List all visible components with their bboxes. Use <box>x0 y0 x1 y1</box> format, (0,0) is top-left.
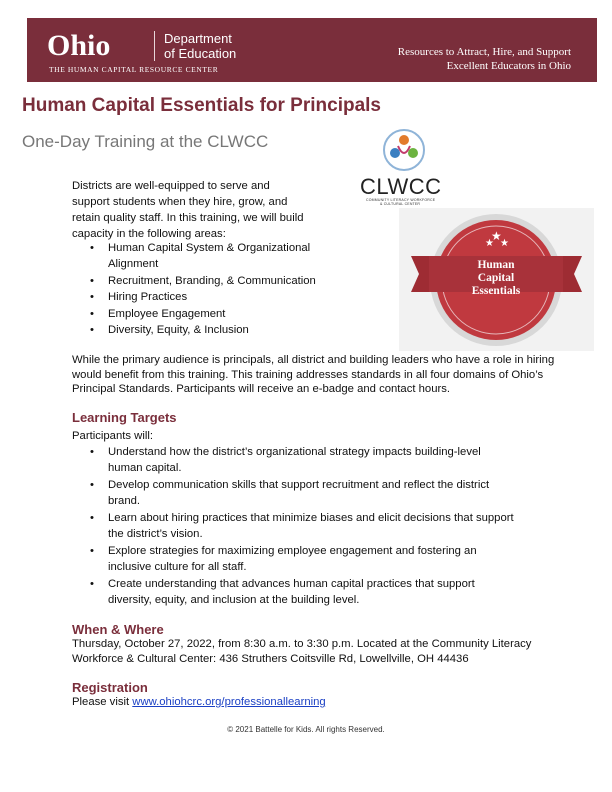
badge-line-2: Capital <box>477 272 515 284</box>
target-1-line-2: human capital. <box>108 462 182 475</box>
dept-line-1: Department <box>164 31 232 46</box>
audience-line-1: While the primary audience is principals, all district and building leaders who have a role in hiring <box>72 354 555 366</box>
target-2-line-2: brand. <box>108 495 141 508</box>
area-4: Employee Engagement <box>108 307 226 320</box>
list-item <box>90 240 360 272</box>
star-icon-right: ★ <box>500 238 509 249</box>
audience-line-2: would benefit from this training. This training addresses standards in all four domains of Ohio’s <box>72 368 544 381</box>
area-1-line-1: Human Capital System & Organizational <box>108 242 311 254</box>
when-where-text <box>72 637 592 666</box>
registration-link[interactable]: www.ohiohcrc.org/professionallearning <box>132 696 326 708</box>
header-divider <box>154 31 155 61</box>
clwcc-fine-1: COMMUNITY LITERACY WORKFORCE <box>366 198 436 202</box>
star-icon: ★ <box>485 238 494 249</box>
header-tagline-1: Resources to Attract, Hire, and Support <box>397 46 571 58</box>
list-item <box>90 273 360 289</box>
target-2-line-1: Develop communication skills that support recruitment and reflect the district <box>108 478 490 491</box>
page-title: Human Capital Essentials for Principals <box>22 95 381 116</box>
when-where-heading: When & Where <box>72 622 164 637</box>
list-item <box>90 322 360 338</box>
list-item <box>90 444 550 477</box>
ohio-logo <box>47 29 110 63</box>
target-3-line-1: Learn about hiring practices that minimize biases and elicit decisions that support <box>108 511 514 524</box>
registration-heading: Registration <box>72 680 148 695</box>
intro-line-1: Districts are well-equipped to serve and <box>72 180 270 192</box>
when-where-line-1: Thursday, October 27, 2022, from 8:30 a.m. to 3:30 p.m. Located at the Community Literacy <box>72 638 532 650</box>
list-item <box>90 477 550 510</box>
badge-line-3: Essentials <box>471 285 521 297</box>
clwcc-logo <box>358 126 448 206</box>
target-5-line-1: Create understanding that advances human capital practices that support <box>108 577 475 590</box>
list-item <box>90 510 550 543</box>
area-2: Recruitment, Branding, & Communication <box>108 274 316 287</box>
clwcc-emblem-icon <box>358 126 448 174</box>
list-item <box>90 576 550 609</box>
header-banner <box>27 18 597 82</box>
target-4-line-1: Explore strategies for maximizing employee engagement and fostering an <box>108 544 477 557</box>
clwcc-fine-2: & CULTURAL CENTER <box>380 202 421 206</box>
header-tagline-2: Excellent Educators in Ohio <box>446 60 571 72</box>
registration-prefix: Please visit <box>72 696 133 708</box>
audience-paragraph <box>72 353 592 397</box>
clwcc-name: CLWCC <box>360 174 442 199</box>
area-3: Hiring Practices <box>108 291 188 303</box>
page-subtitle: One-Day Training at the CLWCC <box>22 132 269 151</box>
hce-badge-graphic <box>399 208 594 351</box>
learning-targets-heading: Learning Targets <box>72 410 177 425</box>
star-icon-center: ★ <box>491 229 502 243</box>
list-item <box>90 543 550 576</box>
copyright-footer: © 2021 Battelle for Kids. All rights Reserved. <box>227 725 385 734</box>
target-3-line-2: the district’s vision. <box>108 528 203 541</box>
learning-targets-lead: Participants will: <box>72 430 153 442</box>
target-5-line-2: diversity, equity, and inclusion at the building level. <box>108 593 360 606</box>
ohio-logo-text: Ohio <box>47 29 111 62</box>
dept-line-2: of Education <box>164 46 237 61</box>
intro-text <box>72 178 362 242</box>
badge-line-1: Human <box>477 259 515 271</box>
learning-targets-list <box>90 444 550 608</box>
target-4-line-2: inclusive culture for all staff. <box>108 560 247 573</box>
list-item <box>90 289 360 305</box>
area-5: Diversity, Equity, & Inclusion <box>108 324 249 336</box>
audience-line-3: Principal Standards. Participants will receive an e-badge and contact hours. <box>72 383 451 395</box>
hce-badge <box>399 208 594 351</box>
intro-line-3: retain quality staff. In this training, we will build <box>72 212 304 224</box>
capacity-areas-list <box>90 240 360 339</box>
intro-line-4: capacity in the following areas: <box>72 228 226 240</box>
when-where-line-2: Workforce & Cultural Center: 436 Struthers Coitsville Rd, Lowellville, OH 44436 <box>72 652 469 665</box>
resource-center-name: THE HUMAN CAPITAL RESOURCE CENTER <box>49 65 219 74</box>
area-1-line-2: Alignment <box>108 258 159 270</box>
target-1-line-1: Understand how the district’s organizational strategy impacts building-level <box>108 446 481 458</box>
intro-line-2: support students when they hire, grow, and <box>72 196 288 208</box>
registration-text <box>72 696 326 708</box>
list-item <box>90 306 360 322</box>
